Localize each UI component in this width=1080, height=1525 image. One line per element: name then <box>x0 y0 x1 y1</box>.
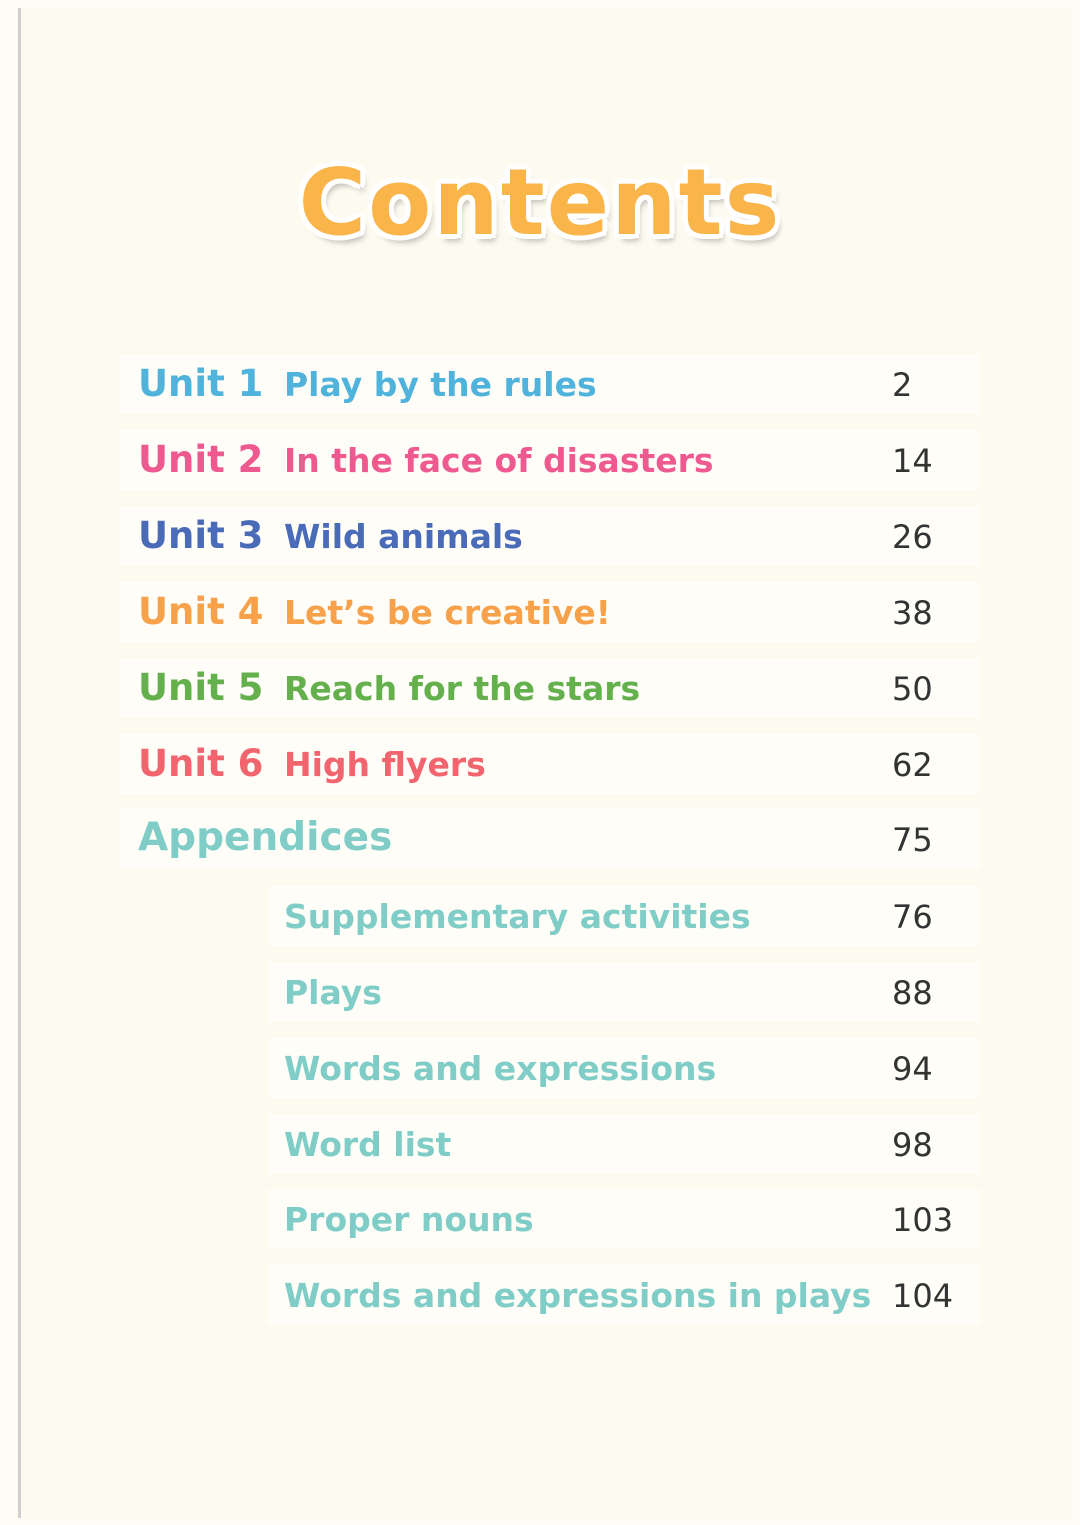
page-number: 38 <box>892 594 933 632</box>
toc-entry-word-list[interactable] <box>0 1114 1080 1174</box>
unit-title: Reach for the stars <box>284 669 641 708</box>
toc-entry-unit-6[interactable] <box>0 734 1080 794</box>
toc-entry-words-and-expressions[interactable] <box>0 1038 1080 1098</box>
unit-title: In the face of disasters <box>284 441 714 480</box>
page-title: Contents <box>298 148 782 256</box>
unit-number: Unit 1 <box>138 362 264 405</box>
appendix-title: Supplementary activities <box>284 897 751 936</box>
page-number: 88 <box>892 974 933 1012</box>
toc-entry-unit-2[interactable] <box>0 430 1080 490</box>
unit-title: Play by the rules <box>284 365 597 404</box>
appendix-title: Words and expressions <box>284 1049 717 1088</box>
page-number: 103 <box>892 1201 954 1239</box>
toc-entry-unit-5[interactable] <box>0 658 1080 718</box>
toc-entry-unit-1[interactable] <box>0 354 1080 414</box>
toc-entry-proper-nouns[interactable] <box>0 1189 1080 1249</box>
unit-number: Unit 2 <box>138 438 264 481</box>
page-number: 104 <box>892 1277 954 1315</box>
page-number: 26 <box>892 518 933 556</box>
appendix-title: Words and expressions in plays <box>284 1276 872 1315</box>
appendix-title: Plays <box>284 973 382 1012</box>
unit-number: Unit 5 <box>138 666 264 709</box>
page-number: 98 <box>892 1126 933 1164</box>
toc-entry-unit-4[interactable] <box>0 582 1080 642</box>
appendix-title: Word list <box>284 1125 452 1164</box>
page-number: 94 <box>892 1050 933 1088</box>
page-number: 50 <box>892 670 933 708</box>
unit-number: Unit 6 <box>138 742 264 785</box>
unit-number: Unit 3 <box>138 514 264 557</box>
page-number: 62 <box>892 746 933 784</box>
unit-title: Wild animals <box>284 517 523 556</box>
page-number: 75 <box>892 821 933 859</box>
appendix-title: Proper nouns <box>284 1200 534 1239</box>
toc-entry-appendices[interactable] <box>0 809 1080 869</box>
unit-title: Let’s be creative! <box>284 593 611 632</box>
toc-entry-words-and-expressions-in-plays[interactable] <box>0 1265 1080 1325</box>
page-number: 14 <box>892 442 933 480</box>
unit-title: High flyers <box>284 745 486 784</box>
page-number: 2 <box>892 366 913 404</box>
toc-entry-plays[interactable] <box>0 962 1080 1022</box>
toc-entry-unit-3[interactable] <box>0 506 1080 566</box>
page-number: 76 <box>892 898 933 936</box>
appendices-heading: Appendices <box>138 815 393 860</box>
unit-number: Unit 4 <box>138 590 264 633</box>
toc-entry-supplementary-activities[interactable] <box>0 886 1080 946</box>
